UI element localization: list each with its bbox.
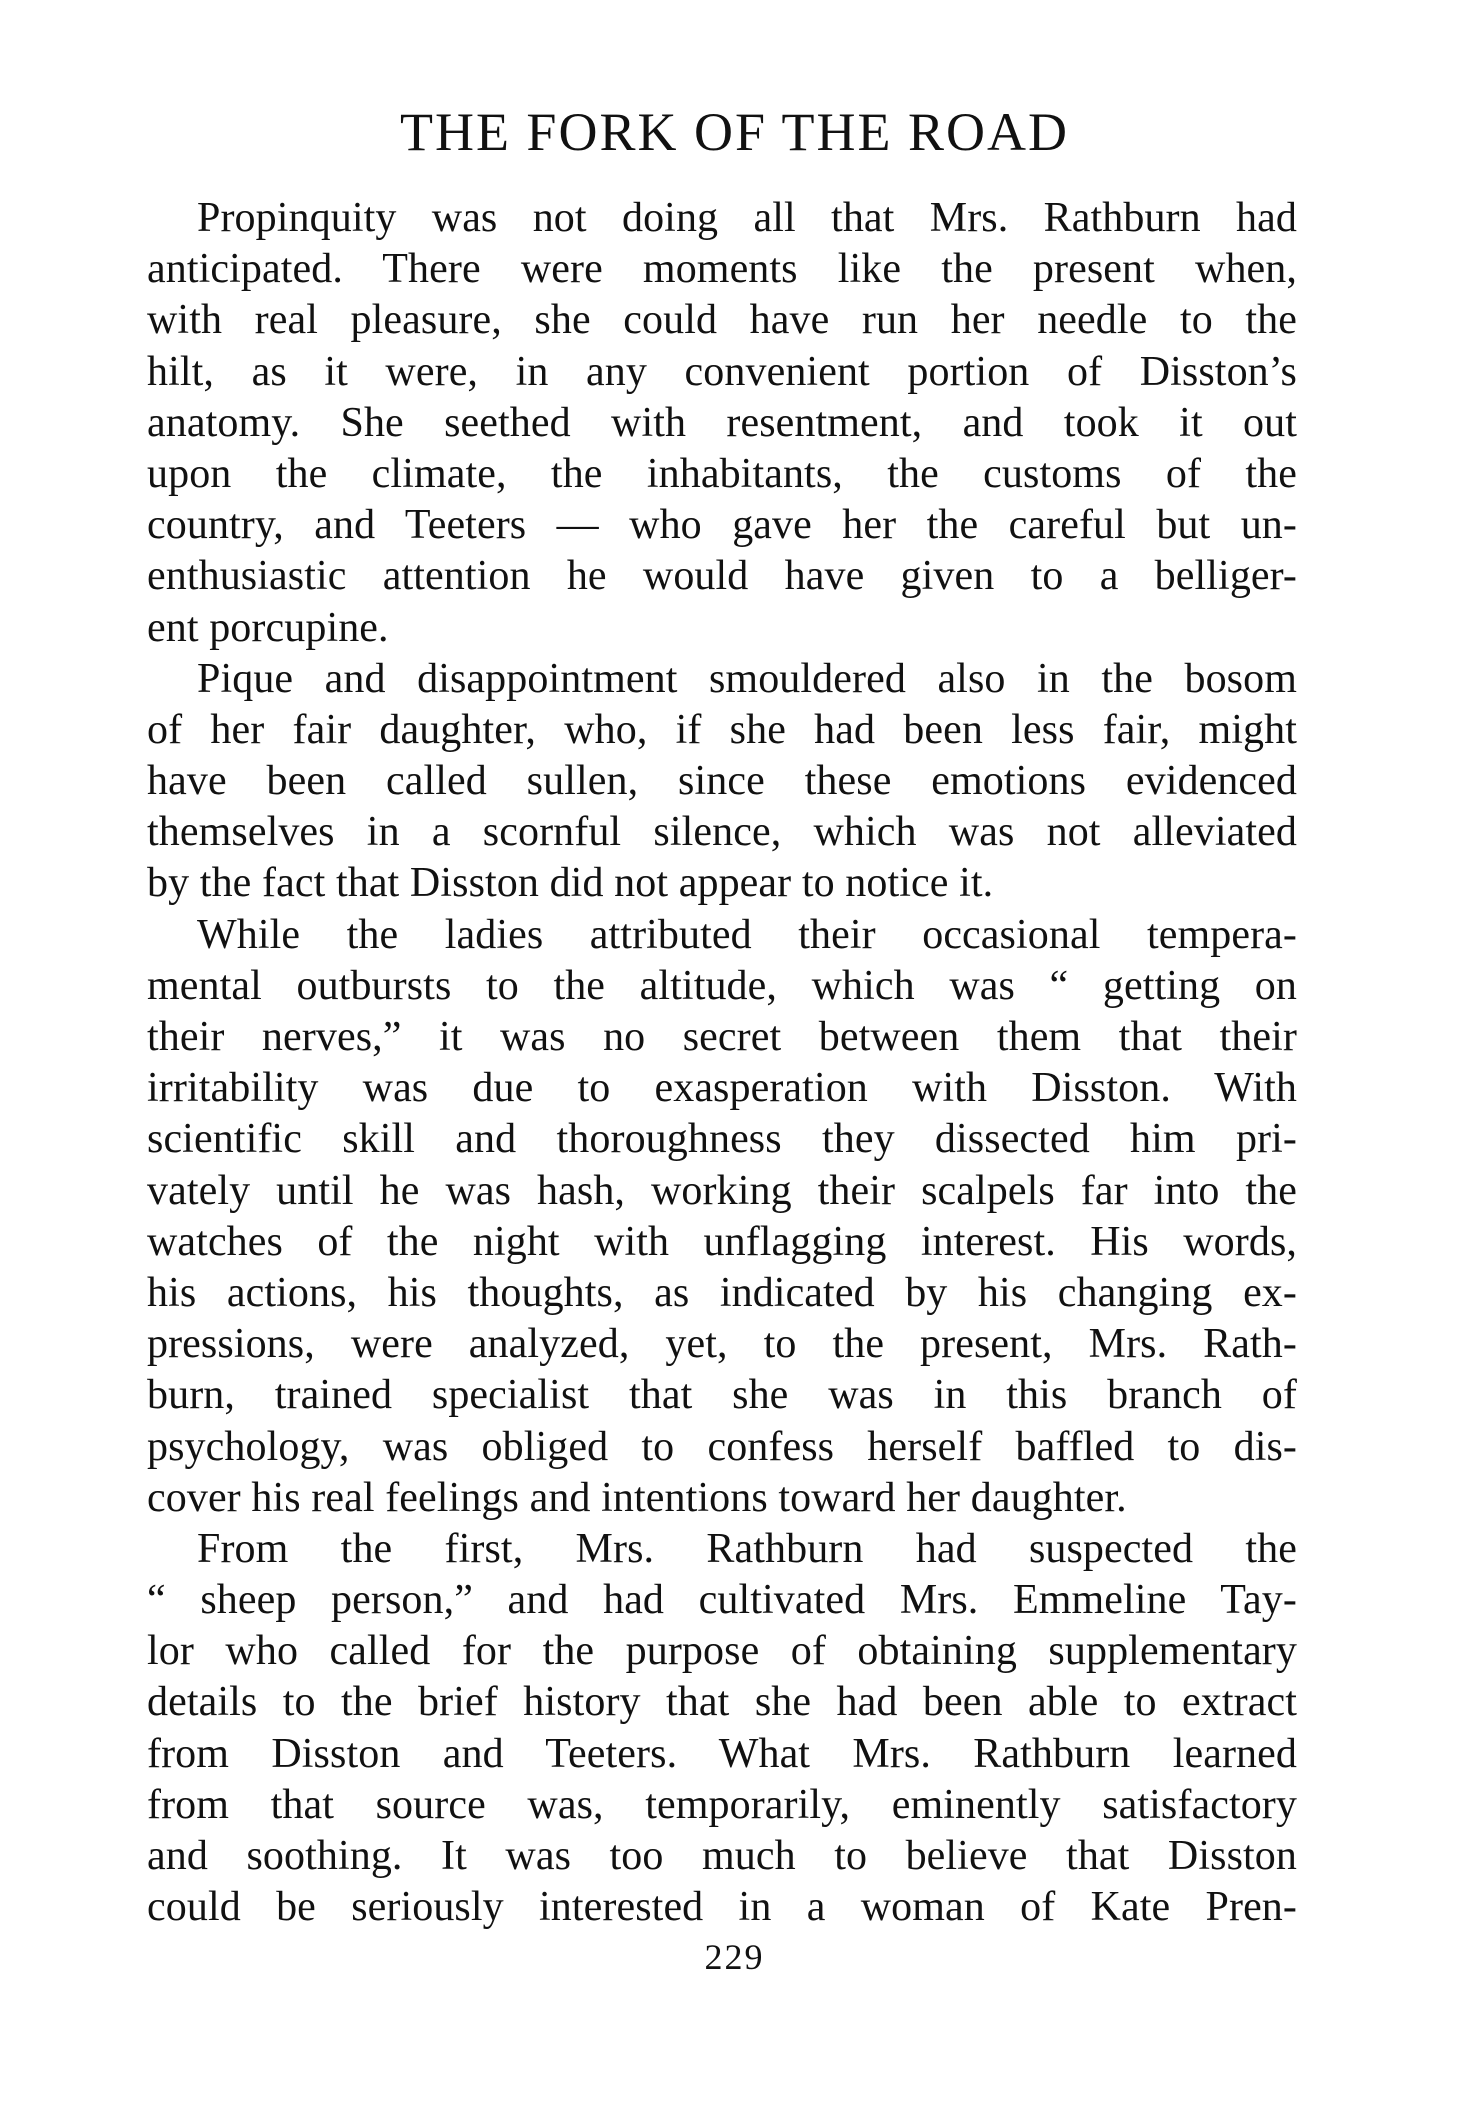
text-line: mental outbursts to the altitude, which was “ getting on [147, 962, 1297, 1009]
text-line: lor who called for the purpose of obtaining supplementary [147, 1628, 1297, 1675]
text-line: their nerves,” it was no secret between them that their [147, 1014, 1297, 1060]
text-line: psychology, was obliged to confess herself baffled to dis- [147, 1423, 1297, 1470]
text-line: While the ladies attributed their occasional tempera- [197, 911, 1297, 958]
text-line: details to the brief history that she had been able to extract [147, 1679, 1297, 1726]
text-line: could be seriously interested in a woman of Kate Pren- [147, 1884, 1297, 1931]
text-line: and soothing. It was too much to believe that Disston [147, 1833, 1297, 1879]
text-line: from Disston and Teeters. What Mrs. Rathburn learned [147, 1730, 1297, 1777]
text-line: of her fair daughter, who, if she had been less fair, might [147, 706, 1297, 753]
text-line: irritability was due to exasperation with Disston. With [147, 1065, 1297, 1112]
text-line: cover his real feelings and intentions toward her daughter. [147, 1474, 1127, 1521]
text-line: hilt, as it were, in any convenient portion of Disston’s [147, 348, 1297, 395]
page-number: 229 [704, 1937, 765, 1977]
text-line: anticipated. There were moments like the present when, [147, 246, 1297, 293]
text-line: have been called sullen, since these emotions evidenced [147, 758, 1297, 805]
text-line: anatomy. She seethed with resentment, and took it out [147, 399, 1297, 446]
text-line: themselves in a scornful silence, which was not alleviated [147, 809, 1297, 856]
text-line: by the fact that Disston did not appear to notice it. [147, 860, 994, 907]
text-line: his actions, his thoughts, as indicated by his changing ex- [147, 1269, 1297, 1316]
text-line: burn, trained specialist that she was in this branch of [147, 1372, 1297, 1419]
text-line: watches of the night with unflagging interest. His words, [147, 1218, 1297, 1265]
text-line: scientific skill and thoroughness they dissected him pri- [147, 1116, 1297, 1163]
text-line: with real pleasure, she could have run her needle to the [147, 297, 1297, 344]
text-line: vately until he was hash, working their scalpels far into the [147, 1167, 1297, 1214]
text-line: From the first, Mrs. Rathburn had suspected the [197, 1525, 1297, 1572]
text-line: Propinquity was not doing all that Mrs. Rathburn had [197, 195, 1297, 241]
text-line: from that source was, temporarily, eminently satisfactory [147, 1781, 1297, 1828]
running-head: THE FORK OF THE ROAD [399, 102, 1070, 162]
text-line: country, and Teeters — who gave her the careful but un- [147, 502, 1297, 549]
text-line: upon the climate, the inhabitants, the customs of the [147, 450, 1297, 497]
text-line: pressions, were analyzed, yet, to the present, Mrs. Rath- [147, 1321, 1297, 1368]
body-text [147, 193, 1297, 1933]
text-line: ent porcupine. [147, 604, 389, 651]
text-line: enthusiastic attention he would have given to a belliger- [147, 553, 1297, 600]
text-line: “ sheep person,” and had cultivated Mrs. Emmeline Tay- [147, 1577, 1297, 1624]
text-line: Pique and disappointment smouldered also in the bosom [197, 655, 1297, 702]
